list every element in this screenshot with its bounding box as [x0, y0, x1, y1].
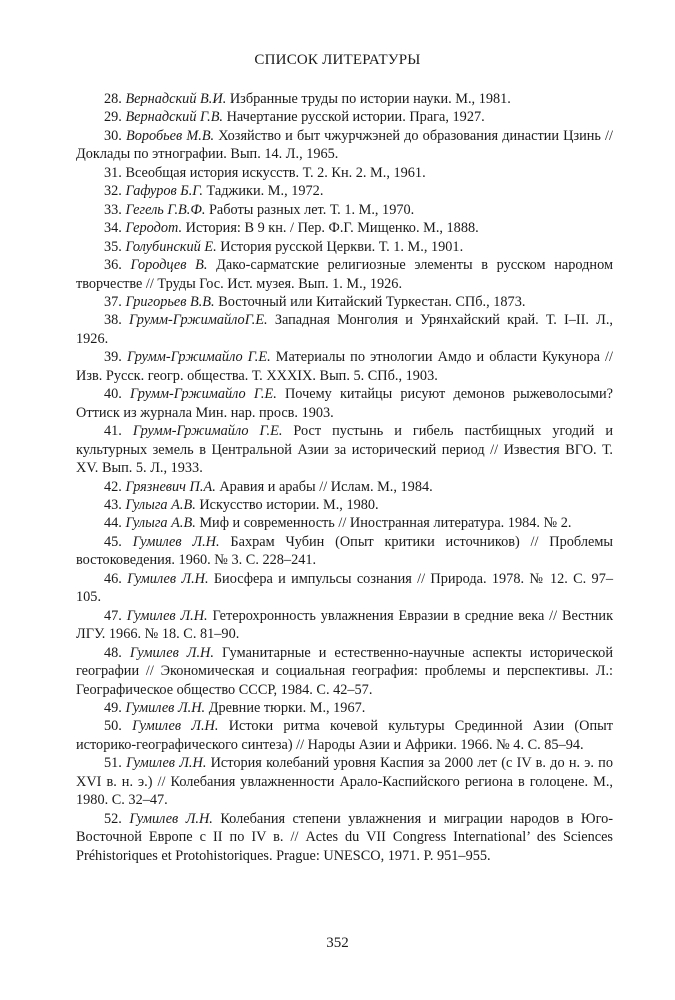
entry-text: Материалы по этнологии Амдо и области Кукунора // Изв. Русск. геогр. общества. Т. XXXIX. Вып. 5. СПб., 1903.	[76, 349, 613, 384]
entry-number: 46.	[104, 570, 122, 587]
bibliography-entry	[76, 496, 613, 514]
entry-author: Гумилев Л.Н.	[126, 607, 208, 624]
bibliography-entry	[76, 311, 613, 348]
entry-author: Гулыга А.В.	[125, 496, 196, 513]
bibliography-entry	[76, 164, 613, 182]
entry-author: Гумилев Л.Н.	[126, 755, 207, 772]
bibliography-entry	[76, 256, 613, 293]
entry-number: 41.	[104, 423, 122, 440]
bibliography-entry	[76, 644, 613, 699]
bibliography-entry	[76, 754, 613, 809]
bibliography-entry	[76, 514, 613, 532]
entry-author: Гумилев Л.Н.	[125, 699, 206, 716]
bibliography-entry	[76, 293, 613, 311]
entry-number: 40.	[104, 386, 122, 403]
entry-author: Голубинский Е.	[125, 238, 217, 255]
entry-text: Аравия и арабы // Ислам. М., 1984.	[219, 478, 433, 495]
entry-author: Воробьев М.В.	[125, 127, 215, 144]
entry-text: История русской Церкви. Т. 1. М., 1901.	[220, 238, 464, 255]
entry-number: 51.	[104, 755, 122, 772]
entry-text: Древние тюрки. М., 1967.	[208, 699, 366, 716]
entry-author: Гумилев Л.Н.	[129, 644, 214, 661]
entry-author: Вернадский В.И.	[125, 91, 227, 107]
entry-text: Работы разных лет. Т. 1. М., 1970.	[208, 201, 415, 218]
entry-text: Миф и современность // Иностранная литература. 1984. № 2.	[199, 515, 572, 532]
bibliography-entry	[76, 127, 613, 164]
bibliography-entry	[76, 90, 613, 108]
page-number: 352	[326, 935, 349, 951]
entry-text: Искусство истории. М., 1980.	[199, 496, 379, 513]
entry-text: Биосфера и импульсы сознания // Природа. 1978. № 12. С. 97–105.	[76, 570, 613, 606]
entry-text: Гетерохронность увлажнения Евразии в средние века // Вестник ЛГУ. 1966. № 18. С. 81–90.	[76, 607, 614, 643]
entry-number: 43.	[104, 496, 122, 513]
entry-number: 49.	[104, 699, 122, 716]
bibliography-entry	[76, 533, 613, 570]
entry-number: 50.	[104, 718, 122, 735]
entry-text: Дако-сарматские религиозные элементы в русском народном творчестве // Труды Гос. Ист. музея. Вып. 1. М., 1926.	[76, 257, 614, 292]
entry-number: 44.	[104, 515, 122, 532]
entry-text: История колебаний уровня Каспия за 2000 лет (с IV в. до н. э. по XVI в. н. э.) // Колебания увлажненности Арало-Каспийского региона в голоцене. М., 1980. С. 32–47.	[76, 755, 613, 809]
entry-number: 52.	[104, 810, 122, 827]
entry-number: 33.	[104, 201, 122, 218]
entry-number: 29.	[104, 109, 122, 126]
entry-author: Геродот.	[125, 220, 183, 237]
bibliography-entry	[76, 108, 613, 126]
entry-number: 31.	[104, 164, 122, 181]
entry-author: Гумилев Л.Н.	[132, 718, 219, 735]
entry-number: 38.	[104, 312, 122, 329]
entry-text: Таджики. М., 1972.	[206, 183, 324, 200]
bibliography-entry	[76, 699, 613, 717]
entry-number: 37.	[104, 293, 122, 310]
bibliography-entry	[76, 201, 613, 219]
entry-author: Григорьев В.В.	[125, 293, 215, 310]
entry-author: Вернадский Г.В.	[125, 109, 223, 126]
bibliography-entry	[76, 717, 613, 754]
entry-text: Почему китайцы рисуют демонов рыжеволосыми? Оттиск из журнала Мин. нар. просв. 1903.	[76, 386, 613, 421]
entry-text: Хозяйство и быт чжурчжэней до образования династии Цзинь // Доклады по этнографии. Вып. 14. Л., 1965.	[76, 127, 613, 163]
entry-author: Гумилев Л.Н.	[129, 810, 213, 827]
entry-number: 39.	[104, 349, 122, 366]
bibliography-entry	[76, 478, 613, 496]
bibliography-entry	[76, 348, 613, 385]
entry-text: Рост пустынь и гибель пастбищных угодий и культурных земель в Центральной Азии за исторический период // Известия ВГО. Т. XV. Вып. 5. Л., 1933.	[76, 423, 613, 477]
entry-author: Грумм-Гржимайло Г.Е.	[132, 423, 283, 440]
entry-author: Гулыга А.В.	[125, 515, 196, 532]
entry-text: Западная Монголия и Урянхайский край. Т. I–II. Л., 1926.	[76, 312, 613, 347]
bibliography-entry	[76, 385, 613, 422]
entry-author: Гафуров Б.Г.	[125, 183, 203, 200]
entry-text: Избранные труды по истории науки. М., 1981.	[229, 91, 511, 107]
entry-number: 32.	[104, 183, 122, 200]
entry-author: Грумм-ГржимайлоГ.Е.	[129, 312, 268, 329]
entry-number: 30.	[104, 127, 122, 144]
entry-text: Восточный или Китайский Туркестан. СПб., 1873.	[218, 293, 526, 310]
entry-number: 34.	[104, 220, 122, 237]
entry-number: 47.	[104, 607, 122, 624]
entry-author: Городцев В.	[130, 257, 208, 274]
entry-number: 36.	[104, 257, 122, 274]
entry-text: Начертание русской истории. Прага, 1927.	[226, 109, 485, 126]
entry-text: Истоки ритма кочевой культуры Срединной Азии (Опыт историко-географического синтеза) // Народы Азии и Африки. 1966. № 4. С. 85–94.	[76, 718, 614, 753]
bibliography-entry	[76, 219, 613, 237]
entry-number: 42.	[104, 478, 122, 495]
bibliography-list	[76, 90, 613, 865]
entry-author: Гегель Г.В.Ф.	[125, 201, 206, 218]
entry-text: Колебания степени увлажнения и миграции народов в Юго-Восточной Европе с II по IV в. // Actes du VII Congress International’ des Sciences Préhistoriques et Protohistoriques. Prague: UNESCO, 1971. P. 951–955.	[76, 810, 613, 864]
entry-number: 48.	[104, 644, 122, 661]
entry-number: 45.	[104, 533, 122, 550]
entry-author: Грумм-Гржимайло Г.Е.	[130, 386, 277, 403]
bibliography-entry	[76, 810, 613, 865]
entry-text: История: В 9 кн. / Пер. Ф.Г. Мищенко. М., 1888.	[185, 220, 479, 237]
bibliography-entry	[76, 182, 613, 200]
running-head: СПИСОК ЛИТЕРАТУРЫ	[254, 52, 421, 68]
entry-text: Всеобщая история искусств. Т. 2. Кн. 2. М., 1961.	[125, 164, 426, 181]
bibliography-entry	[76, 570, 613, 607]
entry-number: 28.	[104, 91, 122, 107]
entry-author: Грумм-Гржимайло Г.Е.	[126, 349, 271, 366]
entry-text: Гуманитарные и естественно-научные аспекты исторической географии // Экономическая и социальная география: проблемы и перспективы. Л.: Географическое общество СССР, 1984. С. 42–57.	[76, 644, 613, 698]
bibliography-entry	[76, 607, 613, 644]
bibliography-entry	[76, 238, 613, 256]
entry-author: Гумилев Л.Н.	[127, 570, 209, 587]
entry-author: Грязневич П.А.	[125, 478, 216, 495]
entry-text: Бахрам Чубин (Опыт критики источников) // Проблемы востоковедения. 1960. № 3. С. 228–241.	[76, 533, 613, 569]
entry-author: Гумилев Л.Н.	[132, 533, 220, 550]
entry-number: 35.	[104, 238, 122, 255]
bibliography-entry	[76, 422, 613, 477]
